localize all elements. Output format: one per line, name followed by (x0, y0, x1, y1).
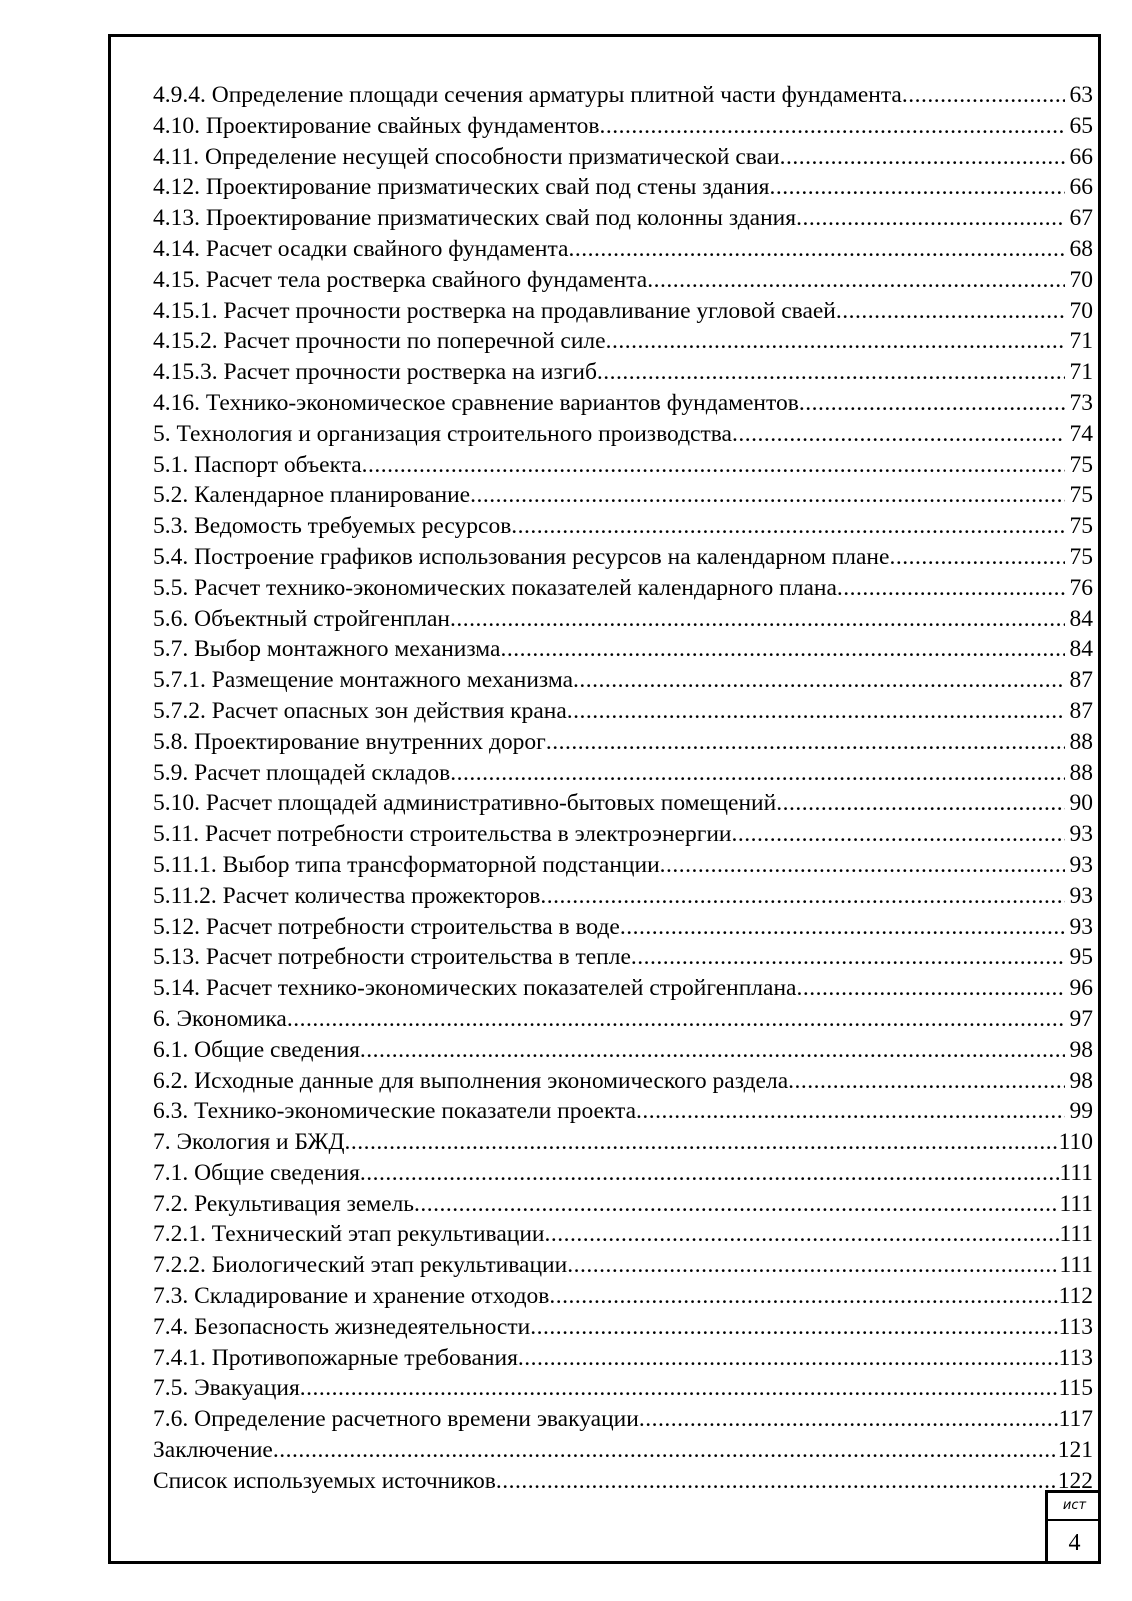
toc-entry (153, 296, 1093, 327)
toc-dot-leader (796, 203, 1065, 234)
toc-entry-title: 7. Экология и БЖД (153, 1129, 345, 1156)
toc-entry (153, 111, 1093, 142)
toc-entry (153, 727, 1093, 758)
toc-dot-leader (647, 265, 1065, 296)
toc-entry-page: 63 (1069, 82, 1093, 108)
toc-entry-page: 99 (1069, 1098, 1093, 1125)
toc-entry-title: 5.12. Расчет потребности строительства в воде (153, 913, 620, 940)
toc-entry (153, 573, 1093, 604)
toc-entry (153, 172, 1093, 203)
toc-entry-page: 88 (1069, 759, 1093, 786)
toc-entry (153, 788, 1093, 819)
toc-entry-page: 93 (1069, 821, 1093, 848)
toc-entry-page: 76 (1069, 574, 1093, 601)
toc-dot-leader (362, 450, 1065, 481)
toc-entry (153, 1096, 1093, 1127)
toc-dot-leader (287, 1004, 1065, 1035)
toc-dot-leader (345, 1127, 1059, 1158)
toc-entry (153, 203, 1093, 234)
toc-entry (153, 881, 1093, 912)
toc-entry-title: 4.9.4. Определение площади сечения арматуры плитной части фундамента (153, 82, 902, 108)
toc-dot-leader (414, 1189, 1059, 1220)
toc-entry-title: 5.11. Расчет потребности строительства в электроэнергии (153, 821, 732, 848)
toc-dot-leader (889, 542, 1065, 573)
sheet-number: 4 (1068, 1530, 1081, 1556)
toc-entry-page: 110 (1058, 1129, 1093, 1156)
toc-dot-leader (606, 326, 1065, 357)
toc-entry-title: 7.2.2. Биологический этап рекультивации (153, 1252, 568, 1279)
toc-entry-page: 112 (1058, 1283, 1093, 1310)
toc-entry (153, 357, 1093, 388)
toc-dot-leader (546, 727, 1065, 758)
toc-entry (153, 942, 1093, 973)
toc-entry-page: 65 (1069, 112, 1093, 139)
toc-entry (153, 480, 1093, 511)
toc-entry-title: 5.1. Паспорт объекта (153, 451, 362, 478)
toc-entry-title: 5. Технология и организация строительного производства (153, 420, 732, 447)
toc-entry (153, 450, 1093, 481)
toc-entry (153, 1189, 1093, 1220)
toc-entry-page: 98 (1069, 1067, 1093, 1094)
toc-entry (153, 604, 1093, 635)
toc-entry (153, 758, 1093, 789)
toc-entry-title: 4.15.2. Расчет прочности по поперечной силе (153, 328, 606, 355)
toc-entry-page: 122 (1057, 1467, 1093, 1494)
toc-entry-title: 7.1. Общие сведения (153, 1159, 360, 1186)
toc-dot-leader (837, 573, 1065, 604)
toc-entry (153, 542, 1093, 573)
toc-entry-title: 5.14. Расчет технико-экономических показателей стройгенплана (153, 975, 797, 1002)
toc-entry-page: 93 (1069, 913, 1093, 940)
toc-dot-leader (496, 1466, 1058, 1497)
toc-entry (153, 973, 1093, 1004)
toc-entry-title: 7.5. Эвакуация (153, 1375, 300, 1402)
toc-dot-leader (573, 665, 1065, 696)
toc-entry (153, 142, 1093, 173)
toc-entry-page: 75 (1069, 543, 1093, 570)
toc-entry-title: 5.4. Построение графиков использования ресурсов на календарном плане (153, 543, 890, 570)
toc-dot-leader (799, 388, 1065, 419)
toc-entry (153, 1158, 1093, 1189)
toc-dot-leader (660, 850, 1065, 881)
toc-entry-title: 4.15. Расчет тела ростверка свайного фундамента (153, 266, 648, 293)
toc-entry-title: 7.4.1. Противопожарные требования (153, 1344, 518, 1371)
toc-dot-leader (599, 111, 1065, 142)
toc-entry-title: 6. Экономика (153, 1005, 287, 1032)
toc-entry-title: 5.11.2. Расчет количества прожекторов (153, 882, 541, 909)
toc-entry-page: 71 (1069, 359, 1093, 386)
toc-dot-leader (549, 1281, 1058, 1312)
toc-dot-leader (300, 1373, 1059, 1404)
toc-entry (153, 1250, 1093, 1281)
toc-entry (153, 1373, 1093, 1404)
toc-dot-leader (902, 80, 1065, 111)
toc-entry-title: Заключение (153, 1437, 273, 1464)
toc-entry-title: 4.16. Технико-экономическое сравнение вариантов фундаментов (153, 389, 799, 416)
toc-dot-leader (836, 296, 1065, 327)
toc-dot-leader (769, 172, 1065, 203)
sheet-label: ист (1048, 1493, 1101, 1521)
toc-entry-title: 5.2. Календарное планирование (153, 482, 471, 509)
toc-entry (153, 850, 1093, 881)
toc-entry-page: 70 (1069, 266, 1093, 293)
toc-dot-leader (776, 788, 1065, 819)
toc-dot-leader (732, 419, 1065, 450)
toc-entry-title: 4.10. Проектирование свайных фундаментов (153, 112, 600, 139)
toc-entry (153, 1066, 1093, 1097)
toc-entry-title: 7.2. Рекультивация земель (153, 1190, 415, 1217)
toc-entry-page: 111 (1059, 1221, 1093, 1248)
toc-dot-leader (511, 511, 1065, 542)
toc-entry (153, 1343, 1093, 1374)
toc-entry (153, 326, 1093, 357)
toc-entry-page: 97 (1069, 1005, 1093, 1032)
toc-entry-page: 74 (1069, 420, 1093, 447)
toc-dot-leader (450, 604, 1065, 635)
toc-entry (153, 1281, 1093, 1312)
toc-entry (153, 234, 1093, 265)
toc-entry-page: 73 (1069, 389, 1093, 416)
toc-entry-title: 5.7. Выбор монтажного механизма (153, 636, 501, 663)
toc-entry-title: Список используемых источников (153, 1467, 496, 1494)
toc-dot-leader (796, 973, 1065, 1004)
toc-entry-page: 75 (1069, 482, 1093, 509)
toc-entry-page: 88 (1069, 728, 1093, 755)
toc-entry-title: 4.11. Определение несущей способности призматической сваи (153, 143, 780, 170)
toc-entry-page: 111 (1059, 1190, 1093, 1217)
toc-entry (153, 1004, 1093, 1035)
toc-entry-title: 5.3. Ведомость требуемых ресурсов (153, 513, 512, 540)
toc-entry (153, 1127, 1093, 1158)
toc-entry (153, 80, 1093, 111)
toc-entry-page: 70 (1069, 297, 1093, 324)
toc-entry-page: 98 (1069, 1036, 1093, 1063)
toc-entry-page: 66 (1069, 174, 1093, 201)
toc-entry-page: 93 (1069, 851, 1093, 878)
toc-entry-title: 5.7.2. Расчет опасных зон действия крана (153, 697, 567, 724)
toc-entry-page: 66 (1069, 143, 1093, 170)
toc-dot-leader (273, 1435, 1058, 1466)
toc-entry-page: 75 (1069, 513, 1093, 540)
toc-entry-page: 87 (1069, 697, 1093, 724)
title-block-stamp (1045, 1490, 1101, 1564)
toc-entry (153, 511, 1093, 542)
toc-entry (153, 665, 1093, 696)
toc-dot-leader (360, 1158, 1060, 1189)
toc-entry-title: 7.2.1. Технический этап рекультивации (153, 1221, 545, 1248)
toc-entry-title: 5.5. Расчет технико-экономических показателей календарного плана (153, 574, 837, 601)
toc-dot-leader (597, 357, 1065, 388)
toc-entry-title: 5.6. Объектный стройгенплан (153, 605, 450, 632)
toc-dot-leader (518, 1343, 1059, 1374)
toc-entry (153, 634, 1093, 665)
toc-dot-leader (732, 819, 1065, 850)
toc-entry (153, 1466, 1093, 1497)
toc-entry-page: 113 (1058, 1344, 1093, 1371)
toc-entry-title: 7.4. Безопасность жизнедеятельности (153, 1313, 531, 1340)
toc-entry-title: 6.2. Исходные данные для выполнения экономического раздела (153, 1067, 789, 1094)
toc-entry-title: 5.9. Расчет площадей складов (153, 759, 451, 786)
toc-entry-page: 121 (1057, 1437, 1093, 1464)
toc-entry-page: 113 (1058, 1313, 1093, 1340)
toc-entry-page: 93 (1069, 882, 1093, 909)
toc-entry-page: 75 (1069, 451, 1093, 478)
toc-dot-leader (500, 634, 1065, 665)
toc-dot-leader (636, 1096, 1065, 1127)
toc-entry-title: 4.13. Проектирование призматических свай под колонны здания (153, 205, 797, 232)
toc-dot-leader (620, 912, 1065, 943)
toc-dot-leader (568, 234, 1065, 265)
toc-entry-page: 87 (1069, 667, 1093, 694)
toc-entry-title: 5.11.1. Выбор типа трансформаторной подстанции (153, 851, 660, 878)
toc-dot-leader (631, 942, 1065, 973)
toc-dot-leader (530, 1312, 1058, 1343)
toc-entry-title: 5.8. Проектирование внутренних дорог (153, 728, 546, 755)
toc-entry-title: 5.7.1. Размещение монтажного механизма (153, 667, 574, 694)
toc-entry-page: 84 (1069, 605, 1093, 632)
toc-dot-leader (788, 1066, 1065, 1097)
toc-entry-page: 68 (1069, 235, 1093, 262)
toc-entry (153, 419, 1093, 450)
toc-entry (153, 265, 1093, 296)
toc-entry-page: 67 (1069, 205, 1093, 232)
toc-entry (153, 1435, 1093, 1466)
toc-entry-page: 71 (1069, 328, 1093, 355)
toc-entry-title: 4.12. Проектирование призматических свай под стены здания (153, 174, 770, 201)
toc-dot-leader (567, 696, 1065, 727)
toc-entry (153, 912, 1093, 943)
toc-entry-title: 6.3. Технико-экономические показатели проекта (153, 1098, 637, 1125)
toc-dot-leader (567, 1250, 1059, 1281)
toc-entry-title: 6.1. Общие сведения (153, 1036, 360, 1063)
toc-dot-leader (540, 881, 1065, 912)
toc-entry-title: 5.10. Расчет площадей административно-бытовых помещений (153, 790, 777, 817)
toc-entry (153, 388, 1093, 419)
toc-dot-leader (360, 1035, 1065, 1066)
toc-entry (153, 1312, 1093, 1343)
toc-entry (153, 1035, 1093, 1066)
toc-dot-leader (639, 1404, 1059, 1435)
toc-entry-page: 117 (1058, 1406, 1093, 1433)
table-of-contents (153, 80, 1093, 1497)
toc-entry-title: 5.13. Расчет потребности строительства в тепле (153, 944, 631, 971)
toc-entry-title: 7.6. Определение расчетного времени эвакуации (153, 1406, 639, 1433)
toc-entry-page: 111 (1059, 1252, 1093, 1279)
toc-entry-page: 84 (1069, 636, 1093, 663)
toc-entry-page: 96 (1069, 975, 1093, 1002)
toc-dot-leader (470, 480, 1065, 511)
toc-dot-leader (450, 758, 1065, 789)
toc-entry-page: 90 (1069, 790, 1093, 817)
toc-dot-leader (780, 142, 1065, 173)
toc-entry-title: 4.14. Расчет осадки свайного фундамента (153, 235, 569, 262)
toc-entry-page: 95 (1069, 944, 1093, 971)
toc-entry-title: 4.15.1. Расчет прочности ростверка на продавливание угловой сваей (153, 297, 836, 324)
toc-entry-title: 7.3. Складирование и хранение отходов (153, 1283, 550, 1310)
toc-entry (153, 1219, 1093, 1250)
toc-entry-title: 4.15.3. Расчет прочности ростверка на изгиб (153, 359, 597, 386)
toc-entry-page: 115 (1058, 1375, 1093, 1402)
toc-entry (153, 696, 1093, 727)
toc-entry (153, 1404, 1093, 1435)
toc-dot-leader (544, 1219, 1059, 1250)
toc-entry (153, 819, 1093, 850)
toc-entry-page: 111 (1059, 1159, 1093, 1186)
